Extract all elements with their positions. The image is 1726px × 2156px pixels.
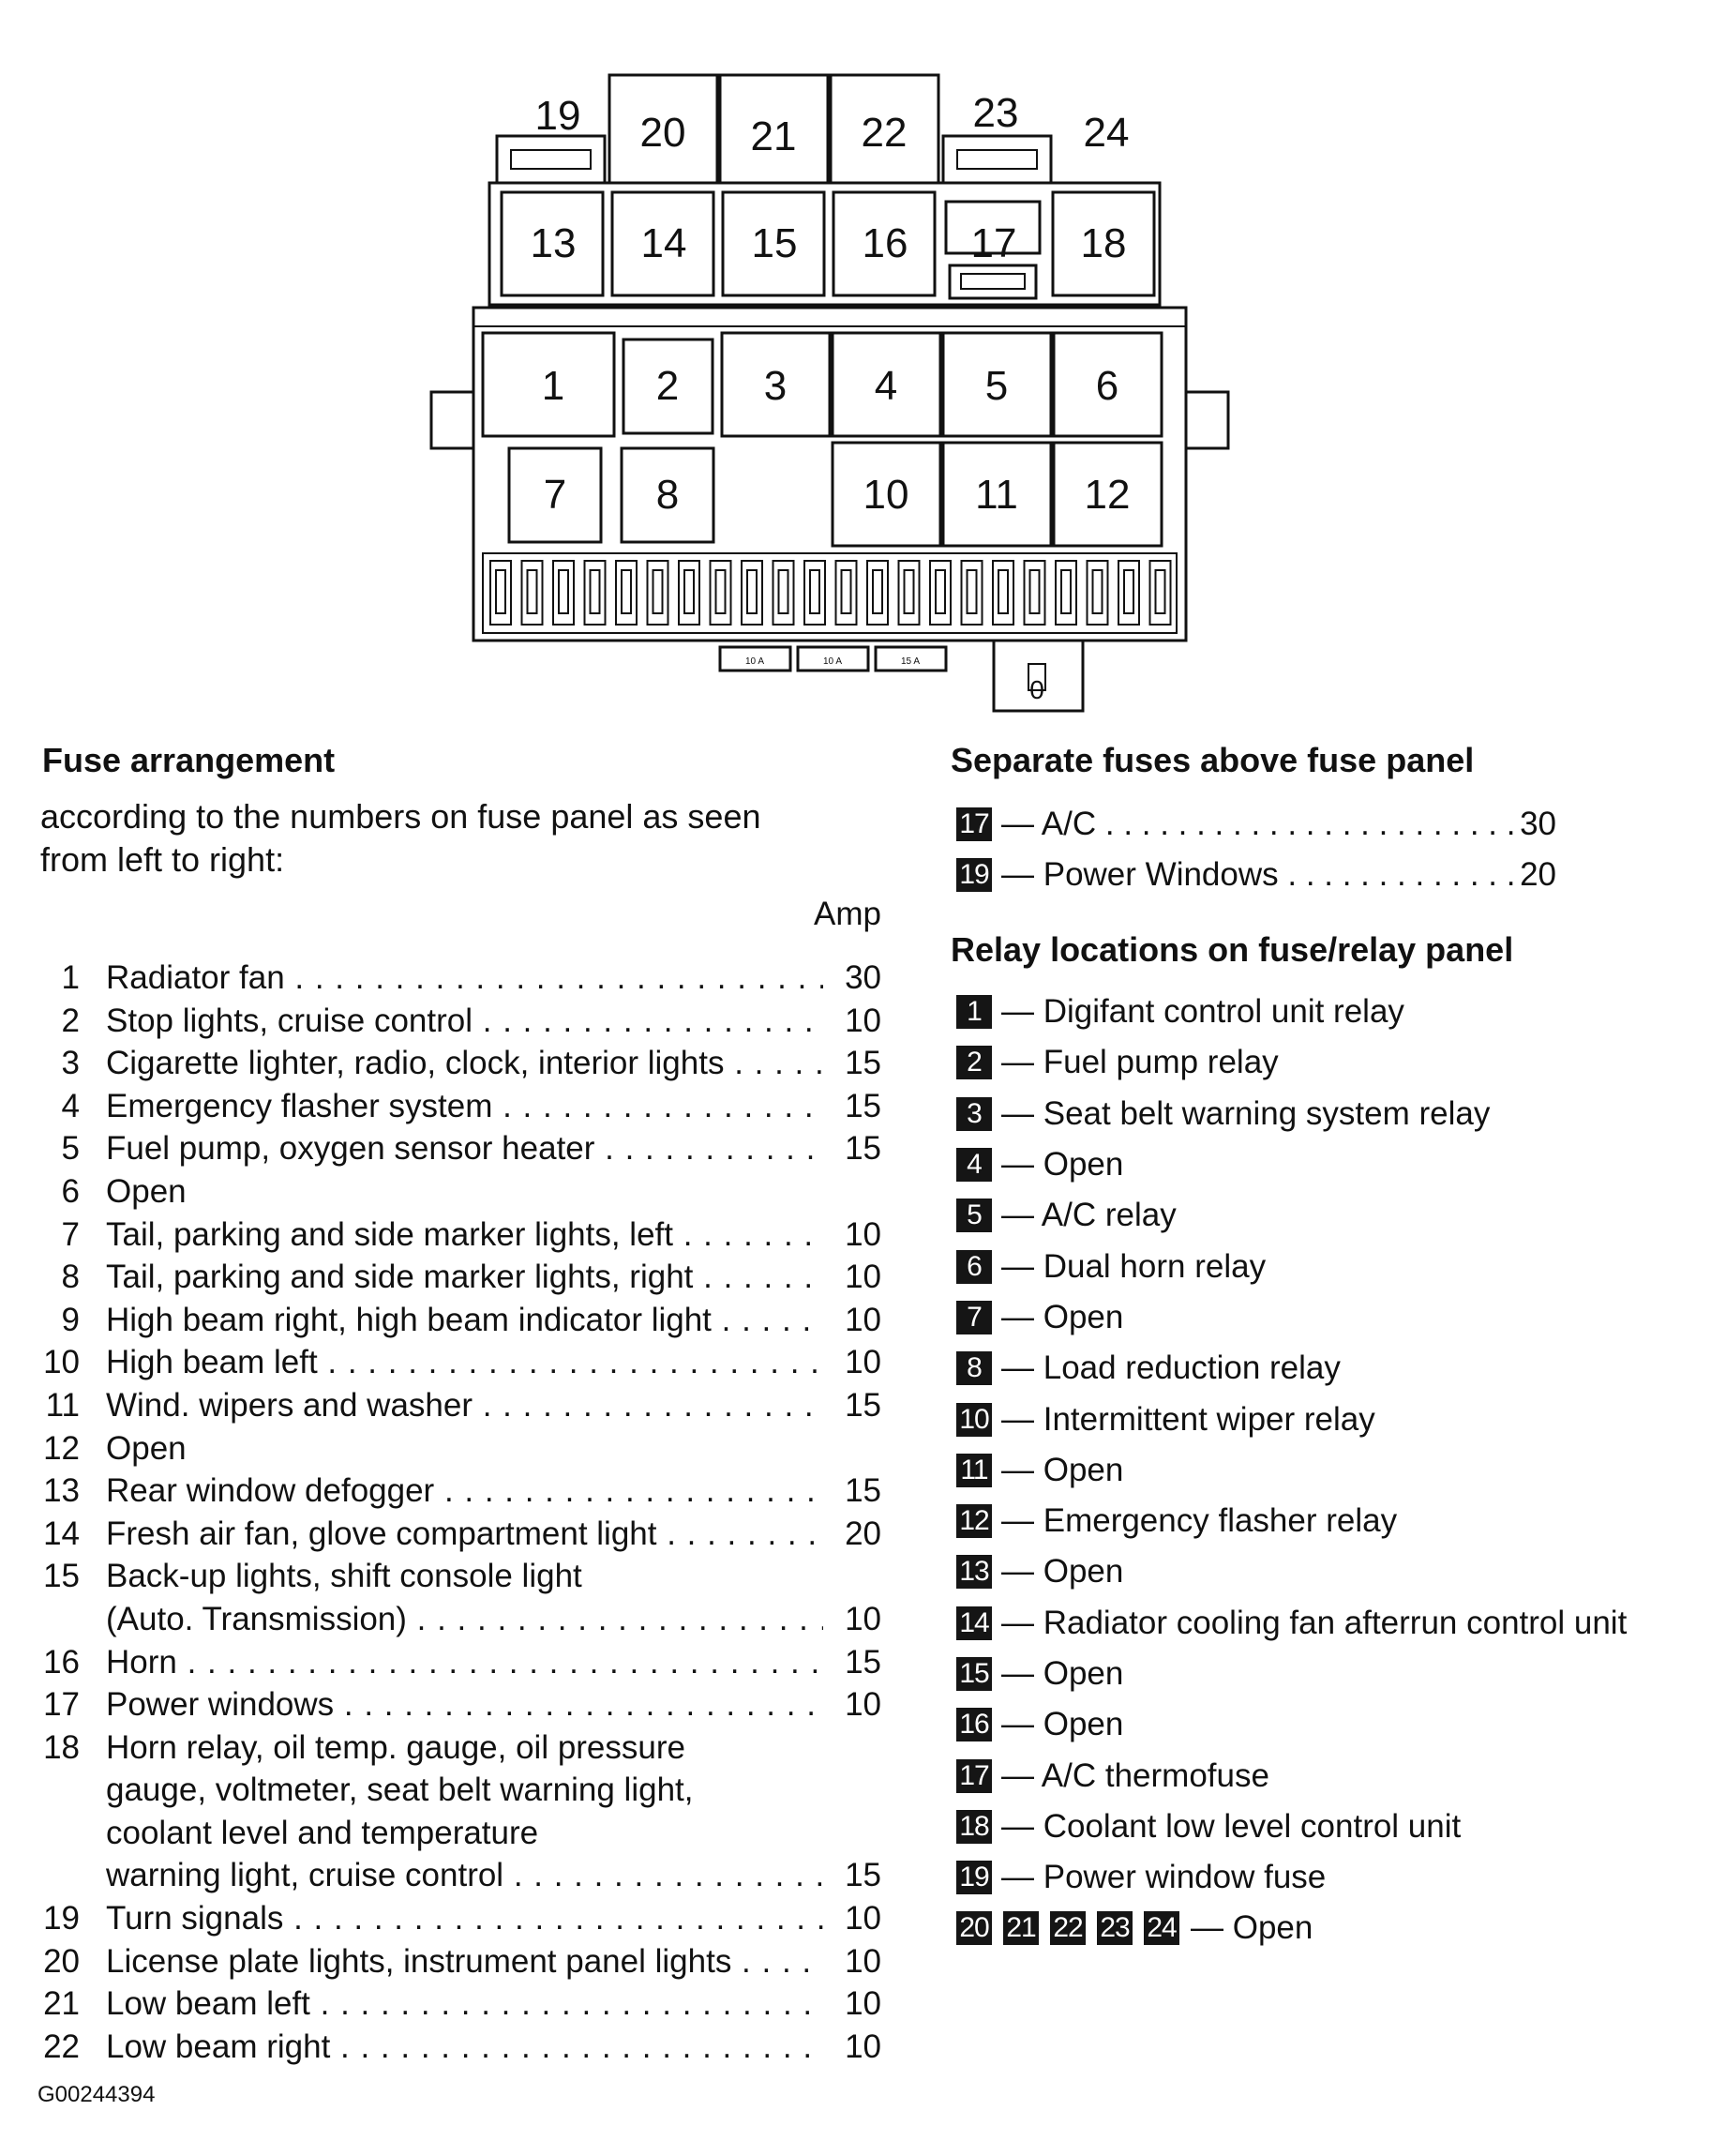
fuse-number: 5 xyxy=(61,1130,80,1168)
fuse-number: 17 xyxy=(43,1686,80,1724)
relay-row xyxy=(956,1190,1725,1241)
fuse-row xyxy=(38,1769,881,1812)
relay-description: — Open xyxy=(1001,1553,1124,1591)
fuse-description: Tail, parking and side marker lights, left . . . xyxy=(80,1214,823,1257)
relay-row xyxy=(956,1343,1725,1394)
fuse-amperage: 10 xyxy=(845,1686,881,1724)
fuse-number: 13 xyxy=(43,1472,80,1510)
fuse-arrangement-intro-line2: from left to right: xyxy=(40,840,285,879)
fuse-number: 10 xyxy=(43,1344,80,1381)
fuse-amperage: 15 xyxy=(845,1045,881,1082)
relay-description: — Power window fuse xyxy=(1001,1859,1327,1896)
fuse-number: 19 xyxy=(43,1900,80,1937)
relay-row xyxy=(956,1699,1725,1750)
relay-label-20: 20 xyxy=(639,110,686,156)
fuse-number: 7 xyxy=(61,1215,80,1253)
fuse-amperage: 10 xyxy=(845,2028,881,2065)
fuse-description: License plate lights, instrument panel lights . . . xyxy=(80,1940,823,1983)
fuse-description: Wind. wipers and washer . . . xyxy=(80,1384,823,1427)
fuse-holder-23 xyxy=(943,136,1051,183)
relay-label-15: 15 xyxy=(751,220,798,266)
relay-badge: 22 xyxy=(1050,1911,1086,1945)
fuse-row xyxy=(38,1170,881,1214)
fuse-holder-19 xyxy=(497,136,605,183)
relay-description: — A/C relay xyxy=(1001,1197,1177,1234)
relay-description: — Intermittent wiper relay xyxy=(1001,1400,1375,1438)
fuse-row xyxy=(38,1085,881,1128)
fuse-row xyxy=(38,1427,881,1470)
relay-locations-title: Relay locations on fuse/relay panel xyxy=(951,930,1514,969)
fuse-row xyxy=(38,1341,881,1384)
fuse-panel-diagram xyxy=(0,0,1726,713)
fuse-description: Low beam right . . . xyxy=(80,2026,823,2069)
fuse-description: Fresh air fan, glove compartment light . . . xyxy=(80,1513,823,1556)
fuse-row xyxy=(38,1854,881,1897)
relay-label-4: 4 xyxy=(874,363,898,409)
relay-label-8: 8 xyxy=(655,472,680,518)
fuse-label-19: 19 xyxy=(534,93,581,139)
fuse-row xyxy=(38,1000,881,1043)
relay-label-5: 5 xyxy=(984,363,1009,409)
fuse-row xyxy=(38,1555,881,1598)
fuse-number: 21 xyxy=(43,1985,80,2023)
fuse-row xyxy=(38,1940,881,1983)
relay-list xyxy=(956,987,1725,1954)
relay-description: — Open xyxy=(1191,1909,1313,1947)
fuse-amperage: 20 xyxy=(845,1515,881,1552)
relay-badge: 10 xyxy=(956,1403,992,1437)
relay-description: — Seat belt warning system relay xyxy=(1001,1094,1491,1132)
fuse-number: 1 xyxy=(61,959,80,996)
relay-badge: 16 xyxy=(956,1708,992,1741)
fuse-description: Tail, parking and side marker lights, right . . . xyxy=(80,1256,823,1299)
relay-description: — Dual horn relay xyxy=(1001,1247,1267,1285)
relay-label-17: 17 xyxy=(970,220,1017,266)
relay-badge: 6 xyxy=(956,1250,992,1284)
relay-badge: 13 xyxy=(956,1555,992,1589)
relay-description: — Open xyxy=(1001,1146,1124,1184)
fuse-amperage: 10 xyxy=(845,1942,881,1980)
fuse-number: 8 xyxy=(61,1259,80,1296)
relay-row xyxy=(956,1089,1725,1139)
fuse-row xyxy=(38,1683,881,1726)
fuse-description: Turn signals . . . xyxy=(80,1897,823,1940)
relay-description: — Open xyxy=(1001,1451,1124,1488)
relay-label-22: 22 xyxy=(861,110,908,156)
relay-label-10: 10 xyxy=(863,472,909,518)
relay-badge: 17 xyxy=(956,1759,992,1793)
relay-description: — Load reduction relay xyxy=(1001,1349,1341,1387)
fuse-amperage: 10 xyxy=(845,1600,881,1637)
fuse-amperage: 10 xyxy=(845,1900,881,1937)
relay-row xyxy=(956,1598,1725,1649)
inline-fuse-label-3: 15 A xyxy=(900,656,921,667)
relay-row xyxy=(956,1852,1725,1903)
separate-fuse-amperage: 20 xyxy=(1520,856,1556,893)
left-mount-tab xyxy=(431,392,473,448)
relay-label-11: 11 xyxy=(975,472,1018,518)
relay-badge: 15 xyxy=(956,1657,992,1691)
fuse-row xyxy=(38,1812,881,1855)
fuse-row xyxy=(38,2026,881,2069)
relay-badge: 3 xyxy=(956,1097,992,1131)
fuse-row xyxy=(38,1299,881,1342)
separate-fuse-row xyxy=(956,850,1556,900)
relay-row xyxy=(956,1445,1725,1496)
fuse-amperage: 10 xyxy=(845,1215,881,1253)
relay-label-6: 6 xyxy=(1095,363,1119,409)
relay-badge: 5 xyxy=(956,1199,992,1232)
fuse-number: 9 xyxy=(61,1301,80,1338)
relay-label-2: 2 xyxy=(655,363,680,409)
relay-badge: 11 xyxy=(956,1454,992,1487)
relay-description: — Open xyxy=(1001,1706,1124,1743)
inline-fuse-label-1: 10 A xyxy=(744,656,765,667)
fuse-badge: 17 xyxy=(956,807,992,841)
fuse-row xyxy=(38,1256,881,1299)
relay-description: — Coolant low level control unit xyxy=(1001,1807,1462,1845)
relay-badge: 21 xyxy=(1003,1911,1039,1945)
relay-badge: 24 xyxy=(1144,1911,1179,1945)
relay-open-group-row xyxy=(956,1903,1725,1953)
relay-badge: 19 xyxy=(956,1861,992,1894)
separate-fuses-title: Separate fuses above fuse panel xyxy=(951,741,1475,779)
fuse-amperage: 10 xyxy=(845,1301,881,1338)
relay-badge: 18 xyxy=(956,1810,992,1844)
relay-label-1: 1 xyxy=(541,363,565,409)
fuse-amperage: 10 xyxy=(845,1259,881,1296)
fuse-row xyxy=(38,1384,881,1427)
fuse-description: Power windows . . . xyxy=(80,1683,823,1726)
relay-row xyxy=(956,1649,1725,1699)
fuse-amperage: 15 xyxy=(845,1472,881,1510)
relay-label-18: 18 xyxy=(1080,220,1127,266)
fuse-row xyxy=(38,1214,881,1257)
fuse-amperage: 15 xyxy=(845,1386,881,1424)
relay-label-7: 7 xyxy=(543,472,567,518)
relay-label-14: 14 xyxy=(640,220,687,266)
fuse-description: Horn . . . xyxy=(80,1641,823,1684)
fuse-description: Cigarette lighter, radio, clock, interior lights . . . xyxy=(80,1042,823,1085)
relay-label-21: 21 xyxy=(750,113,797,159)
fuse-description: coolant level and temperature xyxy=(106,1814,539,1851)
relay-badge: 8 xyxy=(956,1351,992,1385)
relay-label-12: 12 xyxy=(1084,472,1131,518)
fuse-arrangement-title: Fuse arrangement xyxy=(42,741,336,779)
fuse-number: 15 xyxy=(43,1558,80,1595)
relay-badge: 20 xyxy=(956,1911,992,1945)
fuse-description: gauge, voltmeter, seat belt warning light, xyxy=(106,1772,694,1809)
relay-row xyxy=(956,1241,1725,1291)
relay-badge: 12 xyxy=(956,1504,992,1538)
relay-row xyxy=(956,1139,1725,1190)
relay-badge: 7 xyxy=(956,1301,992,1334)
fuse-number: 16 xyxy=(43,1643,80,1681)
relay-row xyxy=(956,1292,1725,1343)
inline-fuse-label-2: 10 A xyxy=(822,656,843,667)
fuse-description: Horn relay, oil temp. gauge, oil pressure xyxy=(106,1728,685,1766)
relay-row xyxy=(956,1037,1725,1088)
fuse-amperage: 15 xyxy=(845,1087,881,1124)
separate-fuse-row xyxy=(956,799,1556,850)
fuse-amperage: 15 xyxy=(845,1857,881,1894)
fuse-description: Open xyxy=(106,1172,187,1210)
fuse-description: High beam right, high beam indicator light . . . xyxy=(80,1299,823,1342)
fuse-label-24: 24 xyxy=(1083,110,1130,156)
separate-fuse-amperage: 30 xyxy=(1520,806,1556,842)
relay-badge: 14 xyxy=(956,1606,992,1640)
fuse-arrangement-intro-line1: according to the numbers on fuse panel as seen xyxy=(40,797,761,836)
figure-code: G00244394 xyxy=(38,2082,156,2107)
fuse-description: Open xyxy=(106,1429,187,1467)
relay-badge: 1 xyxy=(956,995,992,1029)
fuse-amperage: 10 xyxy=(845,1344,881,1381)
fuse-row xyxy=(38,957,881,1000)
fuse-amperage: 10 xyxy=(845,1002,881,1039)
fuse-number: 20 xyxy=(43,1942,80,1980)
relay-description: — Radiator cooling fan afterrun control unit xyxy=(1001,1604,1628,1641)
relay-label-13: 13 xyxy=(530,220,577,266)
fuse-description: Fuel pump, oxygen sensor heater . . . xyxy=(80,1127,823,1170)
fuse-amperage: 10 xyxy=(845,1985,881,2023)
fuse-number: 2 xyxy=(61,1002,80,1039)
separate-fuse-description: — A/C . . . xyxy=(1001,806,1520,843)
relay-row xyxy=(956,1496,1725,1546)
relay-row xyxy=(956,1394,1725,1444)
connector-label: 0 xyxy=(1029,675,1044,704)
relay-badge: 23 xyxy=(1097,1911,1133,1945)
fuse-row xyxy=(38,1042,881,1085)
separate-fuse-description: — Power Windows . . . xyxy=(1001,856,1520,894)
fuse-row xyxy=(38,1897,881,1940)
fuse-number: 6 xyxy=(61,1172,80,1210)
separate-fuses-list xyxy=(956,799,1556,900)
relay-row xyxy=(956,987,1725,1037)
fuse-badge: 19 xyxy=(956,858,992,892)
relay-label-3: 3 xyxy=(763,363,788,409)
fuse-row xyxy=(38,1513,881,1556)
fuse-description: Low beam left . . . xyxy=(80,1983,823,2026)
relay-description: — Emergency flasher relay xyxy=(1001,1502,1398,1540)
relay-row xyxy=(956,1546,1725,1597)
fuse-row xyxy=(38,1726,881,1770)
fuse-number: 3 xyxy=(61,1045,80,1082)
fuse-row xyxy=(38,1641,881,1684)
fuse-description: High beam left . . . xyxy=(80,1341,823,1384)
fuse-amperage: 15 xyxy=(845,1130,881,1168)
amp-column-header: Amp xyxy=(814,896,881,932)
relay-description: — A/C thermofuse xyxy=(1001,1756,1269,1794)
fuse-amperage: 15 xyxy=(845,1643,881,1681)
fuse-label-23: 23 xyxy=(972,90,1019,136)
fuse-description: Emergency flasher system . . . xyxy=(80,1085,823,1128)
relay-description: — Open xyxy=(1001,1655,1124,1692)
fuse-description: Radiator fan . . . xyxy=(80,957,823,1000)
upper-relay-block xyxy=(489,183,1160,305)
fuse-description: Back-up lights, shift console light xyxy=(106,1558,582,1595)
fuse-row xyxy=(38,1598,881,1641)
fuse-row xyxy=(38,1983,881,2026)
fuse-description: Stop lights, cruise control . . . xyxy=(80,1000,823,1043)
fuse-row xyxy=(38,1470,881,1513)
fuse-description: (Auto. Transmission) . . . xyxy=(80,1598,823,1641)
relay-badge: 4 xyxy=(956,1148,992,1182)
relay-badge: 2 xyxy=(956,1046,992,1079)
relay-row xyxy=(956,1802,1725,1852)
fuse-description: Rear window defogger . . . xyxy=(80,1470,823,1513)
relay-description: — Digifant control unit relay xyxy=(1001,993,1404,1031)
fuse-number: 12 xyxy=(43,1429,80,1467)
fuse-amperage: 30 xyxy=(845,959,881,996)
fuse-number: 18 xyxy=(43,1728,80,1766)
relay-description: — Open xyxy=(1001,1298,1124,1335)
fuse-row xyxy=(38,1127,881,1170)
right-mount-tab xyxy=(1186,392,1228,448)
fuse-description: warning light, cruise control . . . xyxy=(80,1854,823,1897)
fuse-list xyxy=(38,957,881,2068)
fuse-number: 4 xyxy=(61,1087,80,1124)
relay-description: — Fuel pump relay xyxy=(1001,1044,1279,1081)
fuse-number: 14 xyxy=(43,1515,80,1552)
fuse-holder-17 xyxy=(950,265,1036,298)
relay-label-16: 16 xyxy=(862,220,908,266)
relay-row xyxy=(956,1750,1725,1801)
fuse-number: 11 xyxy=(45,1386,80,1424)
fuse-number: 22 xyxy=(43,2028,80,2065)
